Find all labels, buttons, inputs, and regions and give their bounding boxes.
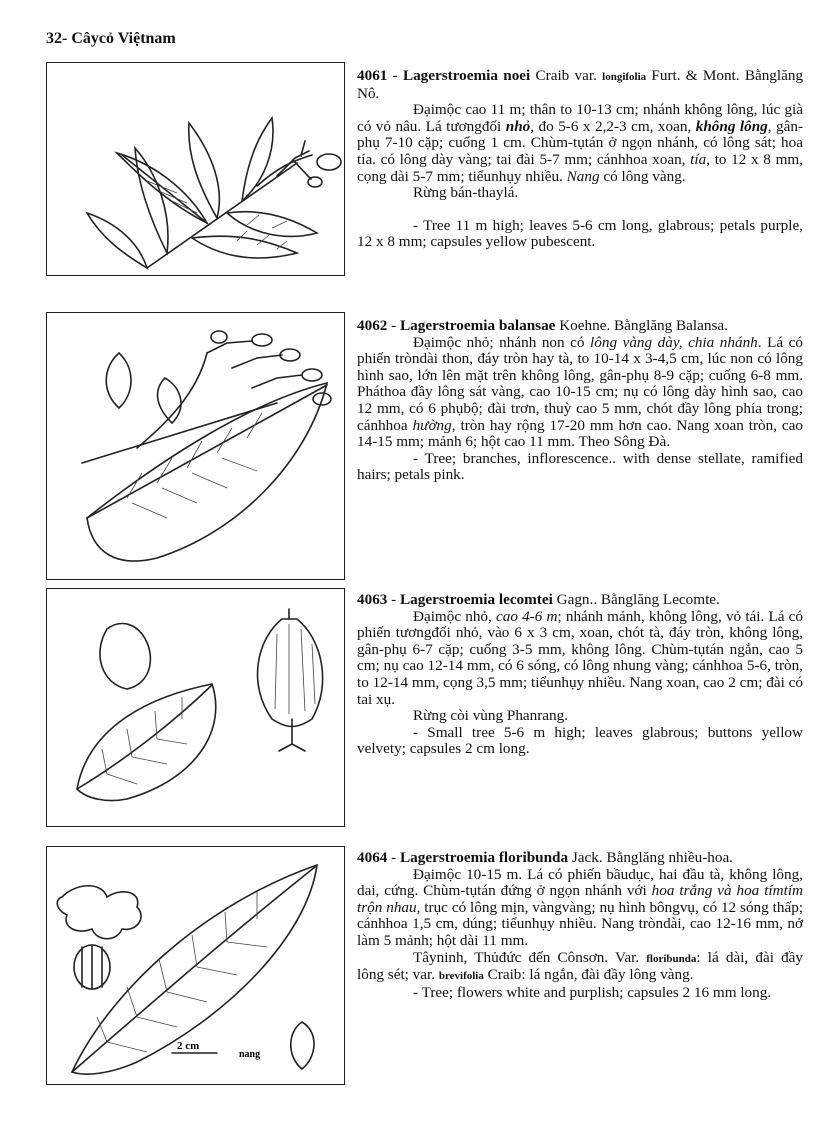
species-name: Lagerstroemia noei (402, 67, 531, 84)
variety-name: longifolia (602, 71, 647, 83)
habitat: Rừng còi vùng Phanrang. (413, 707, 569, 725)
english-summary: - Tree; branches, inflorescence.. with dense stellate, ramified hairs; petals pink. (357, 449, 803, 484)
branch-illustration (47, 313, 344, 579)
habitat: Tâyninh, Thủđức đến Cônsơn. Var. floribunda: lá dài, đài đầy lông sét; var. brevifolia Craib: lá ngắn, đài đầy lông vàng. (357, 948, 804, 984)
scale-label: 2 cm (177, 1040, 200, 1052)
figure-4063 (46, 588, 345, 827)
entry-4061: 4061 - Lagerstroemia noei Craib var. longifolia Furt. & Mont. Bằnglăng Nô. Đạimộc cao 11 m; thân to 10-13 cm; nhánh không lông, lúc già có vỏ nâu. Lá tươngđối nhỏ, đo 5-6 x 2,2-3 cm, xoan, không lông, gân-phụ 7-10 cặp; cuống 1 cm. Chùm-tụtán ở ngọn nhánh, có lông sát; hoa tía. có lông dày vàng; tai đài 5-7 mm; cánhhoa xoan, tía, to 12 x 8 mm, cọng dài 5-7 mm; tiểunhụy nhiều. Nang có lông vàng. Rừng bán-thaylá. - Tree 11 m high; leaves 5-6 cm long, glabrous; petals purple, 12 x 8 mm; capsules yellow pubescent. (357, 67, 804, 251)
entry-number: 4063 (357, 591, 388, 608)
branch-illustration (47, 63, 344, 275)
species-name: Lagerstroemia lecomtei (400, 591, 553, 608)
page-header: 32- Câycỏ Việtnam (46, 30, 176, 47)
figure-4064 (46, 846, 345, 1085)
entry-4063: 4063 - Lagerstroemia lecomtei Gagn.. Bằnglăng Lecomte. Đạimộc nhỏ, cao 4-6 m; nhánh mảnh, không lông, vỏ tái. Lá có phiến tươngđối nhỏ, vào 6 x 3 cm, xoan, chót tà, đáy tròn, không lông, gân-phụ 6-7 cặp; cuống 3-5 mm, không lông. Chùm-tụtán ngắn, cao 5 cm; nụ cao 12-14 mm, có 6 sóng, có lông nhung vàng; cánhhoa 5-6, tròn, to 12-14 mm, cọng 3,5 mm; tiểunhụy nhiều. Nang xoan, cao 2 cm; đài có tai xụ. Rừng còi vùng Phanrang. - Small tree 5-6 m high; leaves glabrous; buttons yellow velvety; capsules 2 cm long. (357, 591, 803, 758)
entry-number: 4062 (357, 317, 388, 334)
variety-name: floribunda (646, 952, 697, 965)
variety-name: brevifolia (438, 970, 484, 983)
capsule-label: nang (239, 1049, 261, 1060)
figure-4062 (46, 312, 345, 580)
species-author: Jack. Bằnglăng nhiều-hoa. (571, 849, 733, 866)
species-authority: Furt. & Mont. Bằnglăng Nô. (357, 67, 804, 102)
leaf-flower-illustration (47, 847, 344, 1084)
description: Đạimộc nhỏ, cao 4-6 m; nhánh mảnh, không lông, vỏ tái. Lá có phiến tươngđối nhỏ, vào 6 x 3 cm, xoan, chót tà, đáy tròn, không lông, gân-phụ 6-7 cặp; cuống 3-5 mm, không lông. Chùm-tụtán ngắn, cao 5 cm; nụ cao 12-14 mm, có 6 sóng, có lông nhung vàng; cánhhoa 5-6, tròn, to 12-14 mm, cọng 3,5 mm; tiểunhụy nhiều. Nang xoan, cao 2 cm; đài có tai xụ. (357, 607, 803, 708)
species-author: Gagn.. Bằnglăng Lecomte. (556, 591, 720, 608)
english-summary: - Small tree 5-6 m high; leaves glabrous; buttons yellow velvety; capsules 2 cm long. (357, 723, 803, 758)
leaf-flower-illustration (47, 589, 344, 826)
figure-4061 (46, 62, 345, 276)
species-author: Craib var. (535, 67, 597, 84)
description: Đạimộc nhỏ; nhánh non có lông vàng dày, chia nhánh. Lá có phiến tròndài thon, đáy tròn hay tà, to 10-14 x 3-4,5 cm, lúc non có lông hình sao, lớn lên mặt trên không lông, gân-phụ 8-9 cặp; cuống 6-8 mm. Pháthoa đầy lông sát vàng, cao 10-15 cm; nụ có lông dày hình sao, cao 12 mm, có 6 phụbộ; đài trơn, thuỳ cao 5 mm, chót đầy lông phía trong; cánhhoa hường, tròn hay rộng 17-20 mm hơn cao. Nang xoan tròn, cao 14-15 mm; mảnh 6; hột cao 11 mm. Theo Sông Đà. (357, 333, 804, 451)
english-summary: - Tree 11 m high; leaves 5-6 cm long, glabrous; petals purple, 12 x 8 mm; capsules yellow pubescent. (357, 216, 803, 251)
entry-number: 4064 (357, 849, 388, 866)
entry-4062: 4062 - Lagerstroemia balansae Koehne. Bằnglăng Balansa. Đạimộc nhỏ; nhánh non có lông vàng dày, chia nhánh. Lá có phiến tròndài thon, đáy tròn hay tà, to 10-14 x 3-4,5 cm, lúc non có lông hình sao, lớn lên mặt trên không lông, gân-phụ 8-9 cặp; cuống 6-8 mm. Pháthoa đầy lông sát vàng, cao 10-15 cm; nụ có lông dày hình sao, cao 12 mm, có 6 phụbộ; đài trơn, thuỳ cao 5 mm, chót đầy lông phía trong; cánhhoa hường, tròn hay rộng 17-20 mm hơn cao. Nang xoan tròn, cao 14-15 mm; mảnh 6; hột cao 11 mm. Theo Sông Đà. - Tree; branches, inflorescence.. with dense stellate, ramified hairs; petals pink. (357, 317, 804, 484)
description: Đạimộc 10-15 m. Lá có phiến bầudục, hai đầu tà, không lông, dai, cứng. Chùm-tụtán đứng ở ngọn nhánh với hoa trắng và hoa tímtím trộn nhau, trục có lông mịn, vàngvàng; nụ hình bôngvụ, có 12 sóng thấp; cánhhoa 1,5 cm, dúng; tiểunhụy nhiều. Nang tròndài, cao 12-16 mm, nở làm 5 mảnh; hột dài 11 mm. (357, 865, 804, 949)
entry-number: 4061 (357, 67, 388, 84)
species-name: Lagerstroemia floribunda (400, 849, 569, 866)
species-name: Lagerstroemia balansae (400, 317, 556, 334)
english-summary: - Tree; flowers white and purplish; capsules 2 16 mm long. (413, 983, 772, 1001)
entry-4064: 4064 - Lagerstroemia floribunda Jack. Bằnglăng nhiều-hoa. Đạimộc 10-15 m. Lá có phiến bầudục, hai đầu tà, không lông, dai, cứng. Chùm-tụtán đứng ở ngọn nhánh với hoa trắng và hoa tímtím trộn nhau, trục có lông mịn, vàngvàng; nụ hình bôngvụ, có 12 sóng thấp; cánhhoa 1,5 cm, dúng; tiểunhụy nhiều. Nang tròndài, cao 12-16 mm, nở làm 5 mảnh; hột dài 11 mm. Tâyninh, Thủđức đến Cônsơn. Var. floribunda: lá dài, đài đầy lông sét; var. brevifolia Craib: lá ngắn, đài đầy lông vàng. - Tree; flowers white and purplish; capsules 2 16 mm long. (357, 849, 804, 1001)
habitat: Rừng bán-thaylá. (413, 184, 519, 202)
species-author: Koehne. Bằnglăng Balansa. (559, 317, 728, 334)
description: Đạimộc cao 11 m; thân to 10-13 cm; nhánh không lông, lúc già có vỏ nâu. Lá tươngđối nhỏ, đo 5-6 x 2,2-3 cm, xoan, không lông, gân-phụ 7-10 cặp; cuống 1 cm. Chùm-tụtán ở ngọn nhánh, có lông sát; hoa tía. có lông dày vàng; tai đài 5-7 mm; cánhhoa xoan, tía, to 12 x 8 mm, cọng dài 5-7 mm; tiểunhụy nhiều. Nang có lông vàng. (357, 101, 804, 185)
